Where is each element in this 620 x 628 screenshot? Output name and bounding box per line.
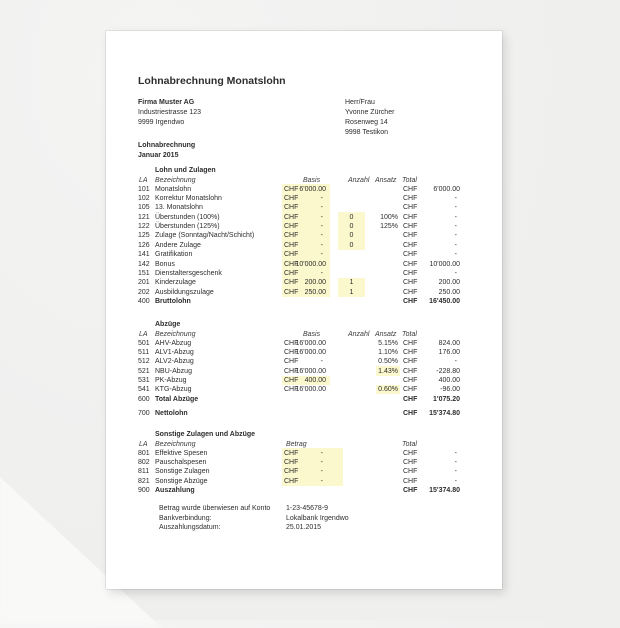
cell-name: Auszahlung: [155, 487, 195, 495]
cell-chf_b: CHF: [284, 213, 299, 221]
column-header-bezeichnung: Bezeichnung: [155, 176, 196, 184]
footer-label: Betrag wurde überwiesen auf Konto: [159, 505, 271, 512]
document-meta: [138, 141, 195, 161]
cell-basis: 250.00: [304, 288, 326, 296]
cell-basis: -: [320, 358, 323, 366]
cell-total: -: [454, 477, 457, 485]
cell-chf_t: CHF: [403, 288, 418, 296]
cell-anzahl: 0: [349, 213, 354, 221]
cell-total: 6'000.00: [433, 185, 460, 193]
cell-name: Zulage (Sonntag/Nacht/Schicht): [155, 232, 255, 240]
table-body: [138, 409, 462, 418]
cell-total: -: [454, 449, 457, 457]
cell-anzahl: 0: [349, 223, 354, 231]
table-row: [138, 297, 462, 306]
cell-basis: -: [320, 223, 323, 231]
cell-basis: 16'000.00: [295, 348, 326, 356]
cell-name: Effektive Spesen: [155, 449, 208, 457]
cell-chf_b: CHF: [284, 458, 299, 466]
cell-name: NBU-Abzug: [155, 367, 192, 375]
cell-chf_b: CHF: [284, 241, 299, 249]
recipient-salutation: Herr/Frau: [345, 99, 375, 106]
cell-chf_b: CHF: [284, 204, 299, 212]
cell-name: AHV-Abzug: [155, 339, 192, 347]
cell-ansatz: 0.50%: [378, 358, 398, 366]
cell-basis: -: [320, 194, 323, 202]
cell-ansatz: 1.10%: [378, 348, 398, 356]
cell-la: 102: [138, 194, 150, 202]
cell-total: -96.00: [440, 386, 460, 394]
cell-basis: -: [320, 232, 323, 240]
column-header-basis: Basis: [303, 330, 321, 338]
cell-la: 600: [138, 395, 150, 403]
table-row: [138, 348, 462, 357]
cell-la: 900: [138, 487, 150, 495]
cell-total: -: [454, 270, 457, 278]
cell-total: 250.00: [438, 288, 460, 296]
cell-name: Dienstaltersgeschenk: [155, 270, 222, 278]
cell-basis: -: [320, 477, 323, 485]
cell-name: Überstunden (100%): [155, 213, 220, 221]
cell-la: 151: [138, 270, 150, 278]
cell-basis: -: [320, 204, 323, 212]
cell-name: 13. Monatslohn: [155, 204, 203, 212]
cell-chf_t: CHF: [403, 348, 418, 356]
cell-chf_b: CHF: [284, 251, 299, 259]
cell-basis: 10'000.00: [295, 260, 326, 268]
cell-chf_b: CHF: [284, 348, 299, 356]
cell-la: 122: [138, 223, 150, 231]
cell-basis: 16'000.00: [295, 367, 326, 375]
cell-la: 142: [138, 260, 150, 268]
cell-total: -: [454, 213, 457, 221]
cell-basis: 6'000.00: [299, 185, 326, 193]
footer-label: Bankverbindung:: [159, 514, 212, 522]
column-header-la: LA: [139, 330, 148, 338]
cell-total: -: [454, 241, 457, 249]
cell-ansatz: 125%: [380, 223, 398, 231]
cell-chf_t: CHF: [403, 204, 418, 212]
cell-chf_t: CHF: [403, 458, 418, 466]
cell-total: 15'374.80: [429, 410, 460, 417]
cell-basis: 200.00: [304, 279, 326, 287]
cell-chf_t: CHF: [403, 377, 418, 385]
sender-address: [138, 98, 201, 128]
cell-total: -: [454, 204, 457, 212]
cell-total: 1'075.20: [433, 395, 460, 403]
cell-basis: -: [320, 458, 323, 466]
cell-chf_t: CHF: [403, 468, 418, 476]
cell-name: PK-Abzug: [155, 377, 187, 385]
document-period: Januar 2015: [138, 152, 179, 159]
table-row: [138, 357, 462, 366]
cell-chf_t: CHF: [403, 194, 418, 202]
cell-basis: 400.00: [304, 377, 326, 385]
cell-la: 511: [138, 348, 150, 356]
cell-chf_b: CHF: [284, 185, 299, 193]
column-header-la: LA: [139, 440, 148, 448]
cell-total: 15'374.80: [429, 487, 460, 495]
cell-name: Kinderzulage: [155, 279, 196, 287]
cell-chf_t: CHF: [403, 232, 418, 240]
section-title: Lohn und Zulagen: [155, 167, 216, 174]
cell-chf_b: CHF: [284, 386, 299, 394]
cell-la: 512: [138, 358, 150, 366]
cell-la: 700: [138, 410, 150, 417]
cell-name: Pauschalspesen: [155, 458, 207, 466]
cell-total: -228.80: [436, 367, 460, 375]
cell-la: 531: [138, 377, 150, 385]
table-body: [138, 449, 462, 496]
column-header-ansatz: Ansatz: [375, 330, 397, 338]
cell-chf_b: CHF: [284, 260, 299, 268]
cell-total: 824.00: [438, 339, 460, 347]
table-row: [138, 486, 462, 495]
sender-city: 9999 Irgendwo: [138, 119, 185, 126]
cell-chf_t: CHF: [403, 223, 418, 231]
column-header-anzahl: Anzahl: [348, 330, 370, 338]
cell-basis: -: [320, 251, 323, 259]
footer-label: Auszahlungsdatum:: [159, 524, 221, 531]
cell-la: 141: [138, 251, 150, 259]
recipient-street: Rosenweg 14: [345, 119, 388, 126]
cell-basis: -: [320, 468, 323, 476]
column-header-la: LA: [139, 176, 148, 184]
cell-chf_t: CHF: [403, 260, 418, 268]
cell-la: 521: [138, 367, 150, 375]
table-row: [138, 409, 462, 418]
sender-name: Firma Muster AG: [138, 99, 195, 106]
cell-la: 821: [138, 477, 150, 485]
cell-anzahl: 1: [349, 279, 354, 287]
cell-chf_t: CHF: [403, 449, 418, 457]
cell-chf_b: CHF: [284, 223, 299, 231]
footer-value: 1-23-45678-9: [286, 505, 329, 512]
payslip-page: [106, 31, 502, 589]
table-row: [138, 376, 462, 385]
cell-chf_t: CHF: [403, 386, 418, 394]
cell-chf_t: CHF: [403, 339, 418, 347]
cell-chf_t: CHF: [403, 279, 418, 287]
cell-name: Total Abzüge: [155, 395, 199, 403]
cell-name: Gratifikation: [155, 251, 193, 259]
cell-name: Sonstige Zulagen: [155, 468, 210, 476]
table-row: [138, 477, 462, 486]
section-title: Abzüge: [155, 321, 181, 328]
cell-chf_b: CHF: [284, 449, 299, 457]
cell-anzahl: 0: [349, 232, 354, 240]
cell-total: 16'450.00: [429, 298, 460, 306]
cell-la: 541: [138, 386, 150, 394]
cell-la: 101: [138, 185, 150, 193]
cell-basis: -: [320, 270, 323, 278]
cell-name: Ausbildungszulage: [155, 288, 214, 296]
cell-chf_b: CHF: [284, 468, 299, 476]
column-header-bezeichnung: Bezeichnung: [155, 330, 196, 338]
column-header-basis: Basis: [303, 176, 321, 184]
table-row: [138, 288, 462, 297]
cell-basis: -: [320, 241, 323, 249]
cell-total: -: [454, 358, 457, 366]
cell-chf_b: CHF: [284, 339, 299, 347]
cell-chf_b: CHF: [284, 232, 299, 240]
cell-basis: 16'000.00: [295, 386, 326, 394]
cell-chf_t: CHF: [403, 410, 418, 417]
cell-ansatz: 1.43%: [378, 367, 398, 375]
recipient-city: 9998 Testikon: [345, 129, 389, 136]
cell-name: Überstunden (125%): [155, 223, 220, 231]
cell-name: Bruttolohn: [155, 298, 191, 306]
recipient-address: [345, 98, 394, 138]
table-header-row: [138, 330, 462, 339]
cell-total: -: [454, 232, 457, 240]
cell-chf_t: CHF: [403, 270, 418, 278]
cell-chf_b: CHF: [284, 377, 299, 385]
cell-chf_b: CHF: [284, 358, 299, 366]
cell-ansatz: 100%: [380, 213, 398, 221]
cell-chf_t: CHF: [403, 185, 418, 193]
cell-chf_t: CHF: [403, 298, 418, 306]
cell-chf_t: CHF: [403, 241, 418, 249]
cell-la: 400: [138, 298, 150, 306]
cell-la: 801: [138, 449, 150, 457]
cell-chf_b: CHF: [284, 367, 299, 375]
cell-la: 501: [138, 339, 150, 347]
table-row: [138, 339, 462, 348]
page-title: Lohnabrechnung Monatslohn: [138, 75, 286, 87]
section-title: Sonstige Zulagen und Abzüge: [155, 431, 256, 438]
cell-chf_b: CHF: [284, 477, 299, 485]
cell-chf_b: CHF: [284, 270, 299, 278]
cell-la: 201: [138, 279, 150, 287]
column-header-bezeichnung: Bezeichnung: [155, 440, 196, 448]
cell-name: Monatslohn: [155, 185, 192, 193]
cell-la: 105: [138, 204, 150, 212]
table-body: [138, 185, 462, 307]
cell-chf_t: CHF: [403, 358, 418, 366]
cell-total: -: [454, 458, 457, 466]
column-header-total: Total: [402, 440, 417, 448]
column-header-total: Total: [402, 330, 417, 338]
cell-la: 125: [138, 232, 150, 240]
cell-name: ALV2-Abzug: [155, 358, 194, 366]
cell-la: 121: [138, 213, 150, 221]
column-header-ansatz: Ansatz: [375, 176, 397, 184]
table-body: [138, 339, 462, 405]
table-row: [138, 385, 462, 394]
cell-total: 400.00: [438, 377, 460, 385]
table-row: [138, 395, 462, 404]
cell-name: Korrektur Monatslohn: [155, 194, 222, 202]
cell-basis: -: [320, 213, 323, 221]
cell-name: Sonstige Abzüge: [155, 477, 208, 485]
column-header-betrag: Betrag: [286, 440, 307, 448]
cell-total: -: [454, 251, 457, 259]
recipient-name: Yvonne Zürcher: [345, 109, 395, 116]
cell-chf_t: CHF: [403, 395, 418, 403]
cell-anzahl: 0: [349, 241, 354, 249]
cell-chf_b: CHF: [284, 194, 299, 202]
cell-total: 176.00: [438, 348, 460, 356]
cell-la: 202: [138, 288, 150, 296]
cell-total: -: [454, 223, 457, 231]
cell-la: 126: [138, 241, 150, 249]
cell-ansatz: 0.60%: [378, 386, 398, 394]
column-header-total: Total: [402, 176, 417, 184]
cell-total: -: [454, 468, 457, 476]
cell-basis: 16'000.00: [295, 339, 326, 347]
cell-ansatz: 5.15%: [378, 339, 398, 347]
sender-street: Industriestrasse 123: [138, 109, 202, 116]
cell-anzahl: 1: [349, 288, 354, 296]
cell-chf_b: CHF: [284, 279, 299, 287]
footer-value: 25.01.2015: [286, 524, 322, 531]
cell-name: ALV1-Abzug: [155, 348, 194, 356]
cell-chf_t: CHF: [403, 477, 418, 485]
cell-chf_t: CHF: [403, 251, 418, 259]
cell-total: 10'000.00: [429, 260, 460, 268]
cell-total: -: [454, 194, 457, 202]
cell-name: KTG-Abzug: [155, 386, 192, 394]
cell-chf_t: CHF: [403, 213, 418, 221]
document-type: Lohnabrechnung: [138, 142, 196, 149]
cell-chf_t: CHF: [403, 367, 418, 375]
cell-name: Andere Zulage: [155, 241, 201, 249]
cell-name: Nettolohn: [155, 410, 188, 417]
cell-total: 200.00: [438, 279, 460, 287]
cell-la: 811: [138, 468, 150, 476]
cell-chf_t: CHF: [403, 487, 418, 495]
cell-name: Bonus: [155, 260, 175, 268]
cell-basis: -: [320, 449, 323, 457]
cell-la: 802: [138, 458, 150, 466]
cell-chf_b: CHF: [284, 288, 299, 296]
footer-value: Lokalbank Irgendwo: [286, 514, 349, 522]
column-header-anzahl: Anzahl: [348, 176, 370, 184]
